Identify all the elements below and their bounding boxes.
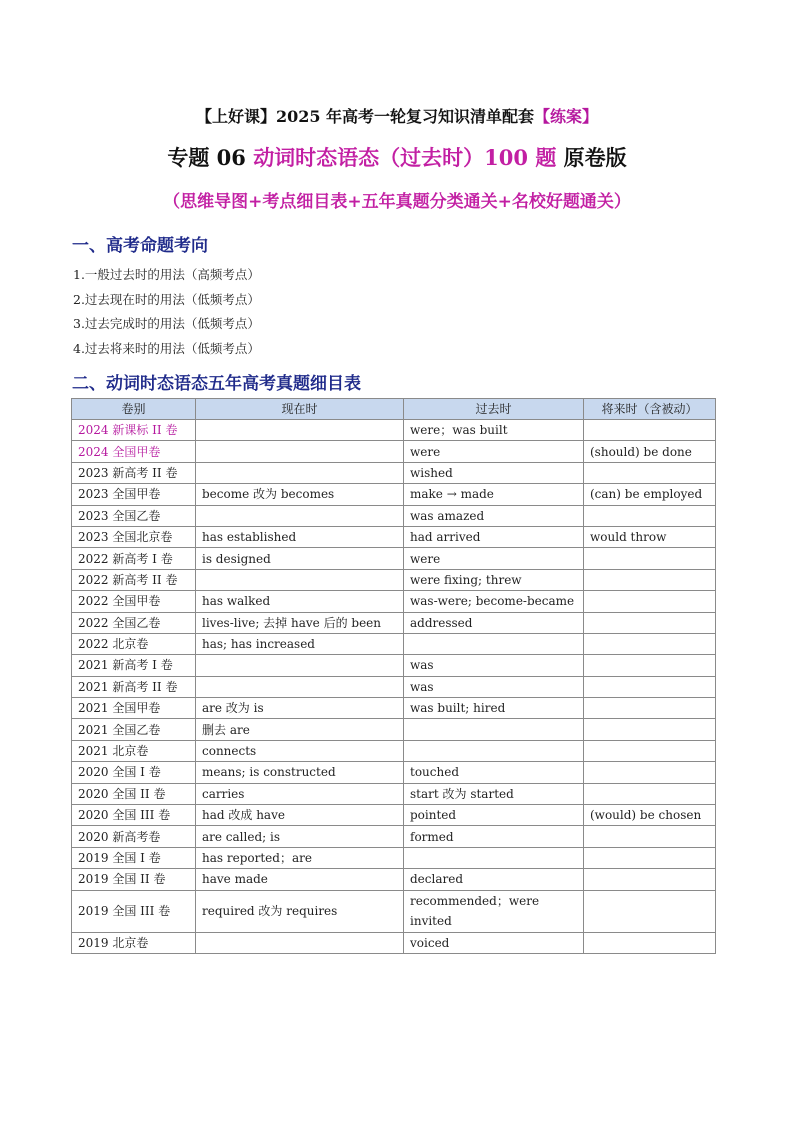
cell-present <box>196 569 404 590</box>
table-row <box>72 420 716 441</box>
cell-past: was <box>404 676 584 697</box>
series-title <box>0 104 794 127</box>
table-row <box>72 441 716 462</box>
cell-present <box>196 462 404 483</box>
cell-future <box>584 740 716 761</box>
cell-future: (can) be employed <box>584 484 716 505</box>
cell-present <box>196 655 404 676</box>
exam-point-item: 2.过去现在时的用法（低频考点） <box>73 291 260 307</box>
cell-future <box>584 612 716 633</box>
cell-paper: 2023 全国北京卷 <box>72 526 196 547</box>
topic-subtitle: （思维导图+考点细目表+五年真题分类通关+名校好题通关） <box>163 192 631 212</box>
cell-past: were <box>404 548 584 569</box>
cell-present: lives-live; 去掉 have 后的 been <box>196 612 404 633</box>
cell-paper: 2020 全国 II 卷 <box>72 783 196 804</box>
cell-present: 删去 are <box>196 719 404 740</box>
column-header-paper: 卷别 <box>72 399 196 420</box>
cell-paper: 2022 全国乙卷 <box>72 612 196 633</box>
topic-title-suffix: 原卷版 <box>556 145 627 170</box>
cell-past: touched <box>404 762 584 783</box>
cell-paper: 2023 全国甲卷 <box>72 484 196 505</box>
cell-paper: 2024 新课标 II 卷 <box>72 420 196 441</box>
cell-present <box>196 932 404 953</box>
cell-future <box>584 847 716 868</box>
cell-past: declared <box>404 869 584 890</box>
table-row <box>72 740 716 761</box>
cell-present <box>196 676 404 697</box>
cell-past: were；was built <box>404 420 584 441</box>
cell-future <box>584 890 716 932</box>
cell-past <box>404 847 584 868</box>
cell-present: are 改为 is <box>196 698 404 719</box>
cell-past: formed <box>404 826 584 847</box>
table-row <box>72 569 716 590</box>
cell-future <box>584 698 716 719</box>
series-title-accent: 【练案】 <box>534 107 599 126</box>
cell-present: has reported；are <box>196 847 404 868</box>
table-row <box>72 462 716 483</box>
cell-paper: 2019 全国 I 卷 <box>72 847 196 868</box>
cell-paper: 2021 新高考 II 卷 <box>72 676 196 697</box>
cell-paper: 2020 全国 I 卷 <box>72 762 196 783</box>
cell-future <box>584 633 716 654</box>
cell-present: has; has increased <box>196 633 404 654</box>
cell-paper: 2021 全国乙卷 <box>72 719 196 740</box>
cell-future <box>584 869 716 890</box>
exam-detail-table <box>71 398 716 954</box>
cell-paper: 2022 北京卷 <box>72 633 196 654</box>
cell-past: addressed <box>404 612 584 633</box>
exam-point-item: 3.过去完成时的用法（低频考点） <box>73 316 260 331</box>
cell-past: wished <box>404 462 584 483</box>
topic-title-prefix: 专题 06 <box>167 145 254 170</box>
cell-future <box>584 548 716 569</box>
cell-past: was amazed <box>404 505 584 526</box>
cell-past: had arrived <box>404 526 584 547</box>
table-row <box>72 591 716 612</box>
cell-paper: 2021 北京卷 <box>72 740 196 761</box>
cell-present: connects <box>196 740 404 761</box>
cell-present: had 改成 have <box>196 805 404 826</box>
cell-future <box>584 762 716 783</box>
table-row <box>72 526 716 547</box>
cell-paper: 2021 全国甲卷 <box>72 698 196 719</box>
cell-paper: 2024 全国甲卷 <box>72 441 196 462</box>
cell-paper: 2022 新高考 I 卷 <box>72 548 196 569</box>
cell-past: was-were; become-became <box>404 591 584 612</box>
exam-point-item: 1.一般过去时的用法（高频考点） <box>73 267 260 282</box>
column-header-past: 过去时 <box>404 399 584 420</box>
section-heading-exam-table: 二、动词时态语态五年高考真题细目表 <box>72 374 361 394</box>
table-body <box>72 420 716 954</box>
cell-future <box>584 505 716 526</box>
cell-paper: 2019 全国 II 卷 <box>72 869 196 890</box>
table-row <box>72 932 716 953</box>
cell-future <box>584 676 716 697</box>
table-row <box>72 826 716 847</box>
cell-past <box>404 633 584 654</box>
table-row <box>72 676 716 697</box>
table-row <box>72 612 716 633</box>
cell-future: (would) be chosen <box>584 805 716 826</box>
cell-paper: 2022 新高考 II 卷 <box>72 569 196 590</box>
cell-past <box>404 719 584 740</box>
topic-title <box>0 142 794 172</box>
cell-future <box>584 932 716 953</box>
column-header-present: 现在时 <box>196 399 404 420</box>
table-row <box>72 698 716 719</box>
table-row <box>72 890 716 932</box>
cell-future <box>584 569 716 590</box>
cell-paper: 2019 全国 III 卷 <box>72 890 196 932</box>
cell-past <box>404 740 584 761</box>
cell-future <box>584 783 716 804</box>
cell-present <box>196 505 404 526</box>
cell-paper: 2020 全国 III 卷 <box>72 805 196 826</box>
cell-present: carries <box>196 783 404 804</box>
table-row <box>72 847 716 868</box>
table-header-row <box>72 399 716 420</box>
table-row <box>72 633 716 654</box>
exam-point-list <box>73 263 260 361</box>
table-row <box>72 805 716 826</box>
cell-past: were fixing; threw <box>404 569 584 590</box>
table-row <box>72 484 716 505</box>
cell-past: make → made <box>404 484 584 505</box>
table-row <box>72 869 716 890</box>
cell-past: start 改为 started <box>404 783 584 804</box>
cell-future <box>584 420 716 441</box>
cell-future <box>584 826 716 847</box>
cell-past: voiced <box>404 932 584 953</box>
cell-future: (should) be done <box>584 441 716 462</box>
cell-past: was <box>404 655 584 676</box>
cell-present: are called; is <box>196 826 404 847</box>
cell-present: required 改为 requires <box>196 890 404 932</box>
cell-present: has walked <box>196 591 404 612</box>
column-header-future: 将来时（含被动） <box>584 399 716 420</box>
cell-paper: 2019 北京卷 <box>72 932 196 953</box>
cell-paper: 2023 新高考 II 卷 <box>72 462 196 483</box>
cell-present <box>196 420 404 441</box>
table-row <box>72 505 716 526</box>
table-row <box>72 762 716 783</box>
cell-future <box>584 655 716 676</box>
section-heading-exam-directions: 一、高考命题考向 <box>72 236 208 256</box>
table-row <box>72 655 716 676</box>
series-title-prefix: 【上好课】2025 年高考一轮复习知识清单配套 <box>195 107 535 126</box>
table-row <box>72 548 716 569</box>
cell-present <box>196 441 404 462</box>
cell-past: was built; hired <box>404 698 584 719</box>
table-row <box>72 719 716 740</box>
cell-present: is designed <box>196 548 404 569</box>
cell-paper: 2023 全国乙卷 <box>72 505 196 526</box>
cell-past: pointed <box>404 805 584 826</box>
cell-present: have made <box>196 869 404 890</box>
cell-future <box>584 462 716 483</box>
cell-future <box>584 591 716 612</box>
exam-point-item: 4.过去将来时的用法（低频考点） <box>73 340 260 356</box>
cell-paper: 2020 新高考卷 <box>72 826 196 847</box>
cell-paper: 2022 全国甲卷 <box>72 591 196 612</box>
cell-present: become 改为 becomes <box>196 484 404 505</box>
cell-past: were <box>404 441 584 462</box>
cell-past: recommended；were invited <box>404 890 584 932</box>
topic-title-accent: 动词时态语态（过去时）100 题 <box>253 145 557 170</box>
table-row <box>72 783 716 804</box>
cell-paper: 2021 新高考 I 卷 <box>72 655 196 676</box>
cell-future <box>584 719 716 740</box>
cell-future: would throw <box>584 526 716 547</box>
cell-present: has established <box>196 526 404 547</box>
cell-present: means; is constructed <box>196 762 404 783</box>
